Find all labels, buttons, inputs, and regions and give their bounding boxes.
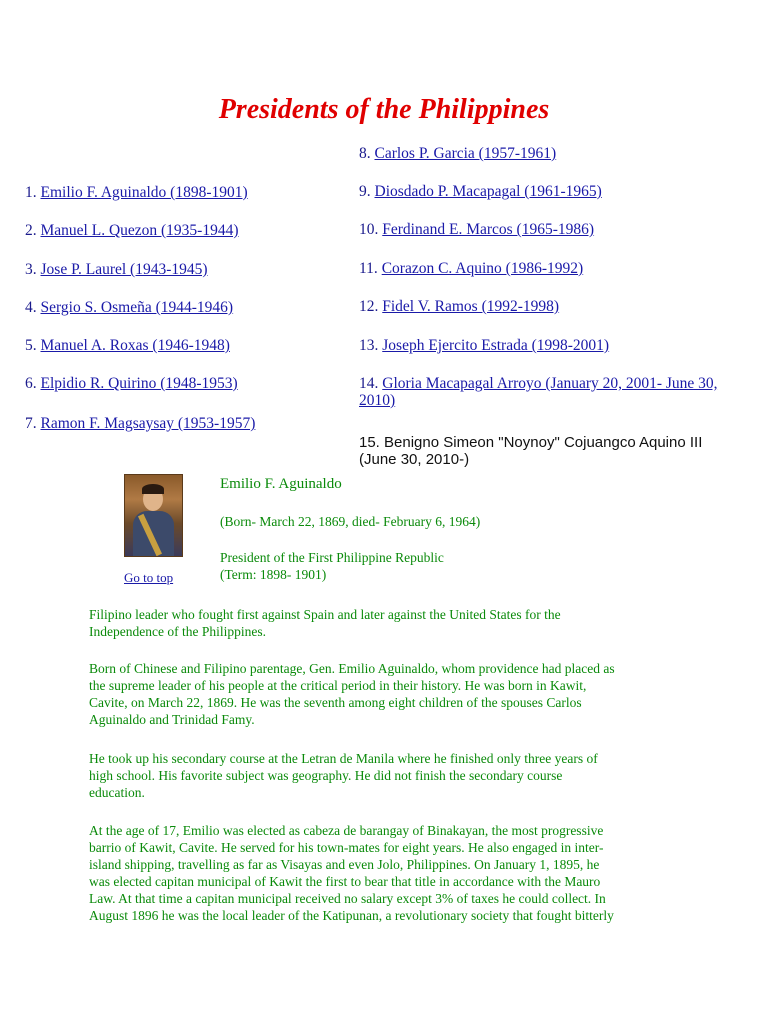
- bio-paragraph-4: [89, 822, 689, 924]
- president-link-marcos[interactable]: Ferdinand E. Marcos (1965-1986): [382, 221, 595, 238]
- president-item-7: [25, 415, 255, 432]
- president-number: 1.: [25, 184, 37, 201]
- text-line: education.: [89, 785, 145, 800]
- president-15-line1: 15. Benigno Simeon "Noynoy" Cojuangco Aquino III: [359, 434, 703, 451]
- president-number: 3.: [25, 261, 37, 278]
- president-item-5: [25, 337, 230, 354]
- president-item-10: [359, 221, 594, 238]
- president-link-quirino[interactable]: Elpidio R. Quirino (1948-1953): [40, 375, 238, 392]
- text-line: Independence of the Philippines.: [89, 624, 266, 639]
- text-line: Born of Chinese and Filipino parentage, Gen. Emilio Aguinaldo, whom providence had placed as: [89, 661, 615, 676]
- text-line: the supreme leader of his people at the critical period in their history. He was born in Kawit,: [89, 678, 587, 693]
- bio-name: Emilio F. Aguinaldo: [220, 476, 342, 492]
- president-link-cory-aquino[interactable]: Corazon C. Aquino (1986-1992): [381, 260, 584, 277]
- bio-paragraph-3: [89, 750, 689, 801]
- president-item-14: [359, 375, 739, 409]
- president-link-arroyo[interactable]: Gloria Macapagal Arroyo (January 20, 2001- June 30, 2010): [359, 375, 718, 409]
- aguinaldo-portrait: [124, 474, 183, 557]
- president-link-estrada[interactable]: Joseph Ejercito Estrada (1998-2001): [382, 337, 610, 354]
- text-line: high school. His favorite subject was geography. He did not finish the secondary course: [89, 768, 563, 783]
- president-item-9: [359, 183, 602, 200]
- president-item-4: [25, 299, 233, 316]
- president-number: 10.: [359, 221, 379, 238]
- text-line: Law. At that time a capitan municipal received no salary except 3% of taxes he could collect. In: [89, 891, 606, 906]
- president-link-laurel[interactable]: Jose P. Laurel (1943-1945): [40, 261, 208, 278]
- president-link-macapagal[interactable]: Diosdado P. Macapagal (1961-1965): [374, 183, 602, 200]
- president-number: 4.: [25, 299, 37, 316]
- text-line: barrio of Kawit, Cavite. He served for his town-mates for eight years. He also engaged in inter-: [89, 840, 604, 855]
- bio-paragraph-2: [89, 660, 689, 728]
- go-to-top-link[interactable]: Go to top: [124, 570, 174, 585]
- text-line: Cavite, on March 22, 1869. He was the seventh among eight children of the spouses Carlos: [89, 695, 582, 710]
- president-item-6: [25, 375, 238, 392]
- president-number: 2.: [25, 222, 37, 239]
- president-item-15: [359, 434, 759, 468]
- text-line: Aguinaldo and Trinidad Famy.: [89, 712, 255, 727]
- bio-office-title: President of the First Philippine Republic: [220, 550, 444, 565]
- president-item-8: [359, 145, 556, 162]
- text-line: He took up his secondary course at the Letran de Manila where he finished only three years of: [89, 751, 598, 766]
- text-line: At the age of 17, Emilio was elected as cabeza de barangay of Binakayan, the most progressive: [89, 823, 604, 838]
- bio-office: [220, 549, 444, 583]
- president-number: 9.: [359, 183, 371, 200]
- bio-term: (Term: 1898- 1901): [220, 567, 327, 582]
- president-number: 6.: [25, 375, 37, 392]
- president-item-2: [25, 222, 239, 239]
- text-line: island shipping, travelling as far as Visayas and even Jolo, Philippines. On January 1, 1895, he: [89, 857, 600, 872]
- president-link-quezon[interactable]: Manuel L. Quezon (1935-1944): [40, 222, 239, 239]
- text-line: August 1896 he was the local leader of the Katipunan, a revolutionary society that fought bitterly: [89, 908, 614, 923]
- text-line: was elected capitan municipal of Kawit the first to bear that title in accordance with the Mauro: [89, 874, 601, 889]
- president-number: 8.: [359, 145, 371, 162]
- president-item-3: [25, 261, 208, 278]
- president-link-magsaysay[interactable]: Ramon F. Magsaysay (1953-1957): [40, 415, 256, 432]
- president-number: 14.: [359, 375, 379, 392]
- bio-paragraph-1: [89, 606, 689, 640]
- president-link-osmena[interactable]: Sergio S. Osmeña (1944-1946): [40, 299, 234, 316]
- president-number: 13.: [359, 337, 379, 354]
- page-title: Presidents of the Philippines: [218, 94, 550, 125]
- president-item-13: [359, 337, 609, 354]
- president-number: 7.: [25, 415, 37, 432]
- bio-born: (Born- March 22, 1869, died- February 6, 1964): [220, 514, 481, 529]
- president-item-12: [359, 298, 559, 315]
- president-link-aguinaldo[interactable]: Emilio F. Aguinaldo (1898-1901): [40, 184, 248, 201]
- president-15-line2: (June 30, 2010-): [359, 451, 470, 468]
- text-line: Filipino leader who fought first against Spain and later against the United States for the: [89, 607, 561, 622]
- president-item-1: [25, 184, 248, 201]
- president-link-ramos[interactable]: Fidel V. Ramos (1992-1998): [382, 298, 560, 315]
- president-link-roxas[interactable]: Manuel A. Roxas (1946-1948): [40, 337, 230, 354]
- president-number: 5.: [25, 337, 37, 354]
- president-link-garcia[interactable]: Carlos P. Garcia (1957-1961): [374, 145, 557, 162]
- president-number: 12.: [359, 298, 379, 315]
- president-number: 11.: [359, 260, 378, 277]
- president-item-11: [359, 260, 583, 277]
